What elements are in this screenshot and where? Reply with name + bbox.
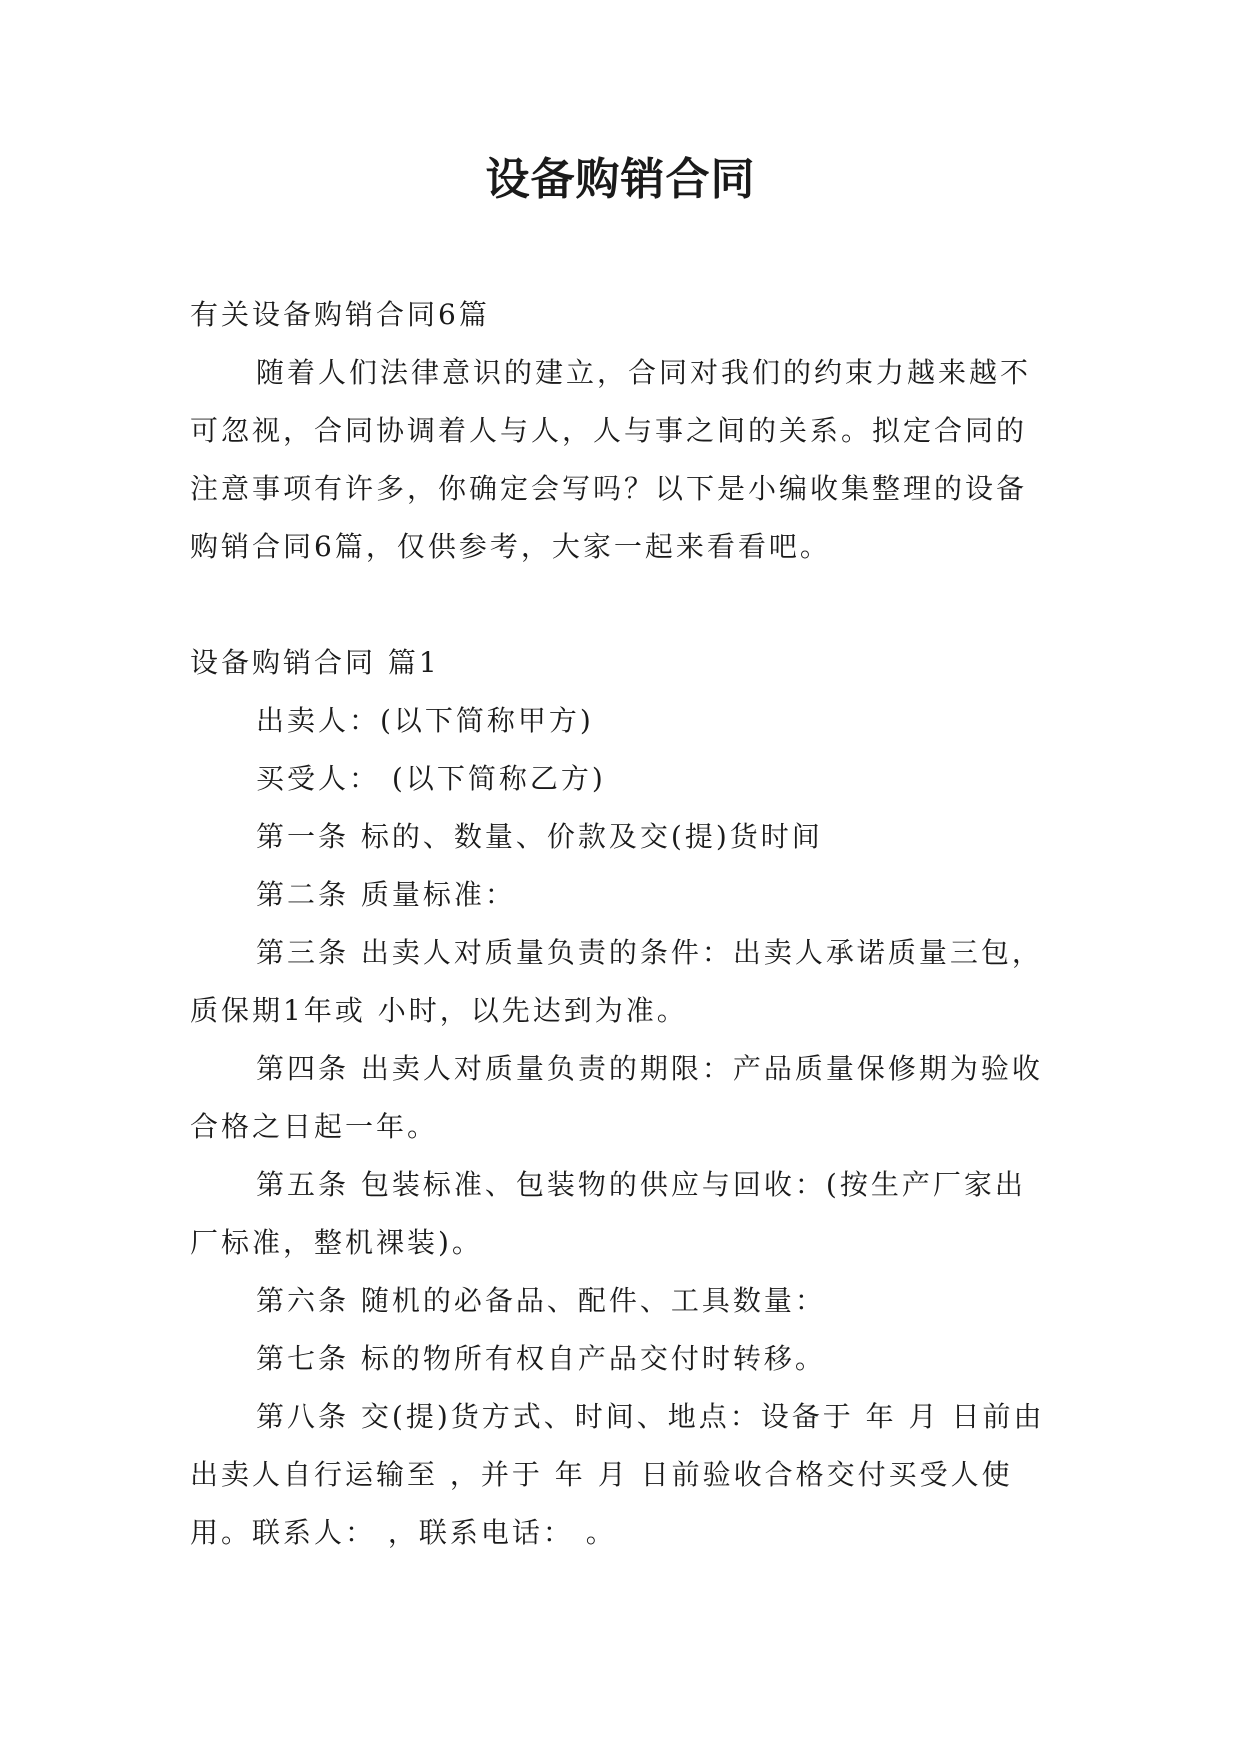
- document-subtitle: 有关设备购销合同6篇: [190, 298, 490, 331]
- document-title: 设备购销合同: [485, 154, 756, 205]
- intro-paragraph: 随着人们法律意识的建立，合同对我们的约束力越来越不可忽视，合同协调着人与人，人与事之间的关系。拟定合同的注意事项有许多，你确定会写吗？以下是小编收集整理的设备购销合同6篇，仅供参考，大家一起来看看吧。: [190, 356, 1032, 563]
- document-body: [190, 286, 1056, 1562]
- section-heading: 设备购销合同 篇1: [190, 646, 440, 679]
- clause-5: 第五条 包装标准、包装物的供应与回收：(按生产厂家出厂标准，整机裸装)。: [190, 1168, 1026, 1259]
- clause-7: 第七条 标的物所有权自产品交付时转移。: [256, 1342, 826, 1375]
- clause-buyer: 买受人： (以下简称乙方): [256, 762, 606, 795]
- clause-3: 第三条 出卖人对质量负责的条件：出卖人承诺质量三包，质保期1年或 小时，以先达到为准。: [190, 936, 1043, 1027]
- clause-6: 第六条 随机的必备品、配件、工具数量：: [256, 1284, 826, 1317]
- clause-2: 第二条 质量标准：: [256, 878, 516, 911]
- clause-8: 第八条 交(提)货方式、时间、地点：设备于 年 月 日前由出卖人自行运输至 ，并于 年 月 日前验收合格交付买受人使用。联系人： ，联系电话： 。: [190, 1400, 1045, 1549]
- clause-seller: 出卖人：(以下简称甲方): [256, 704, 594, 737]
- clause-1: 第一条 标的、数量、价款及交(提)货时间: [256, 820, 823, 853]
- clause-4: 第四条 出卖人对质量负责的期限：产品质量保修期为验收合格之日起一年。: [190, 1052, 1043, 1143]
